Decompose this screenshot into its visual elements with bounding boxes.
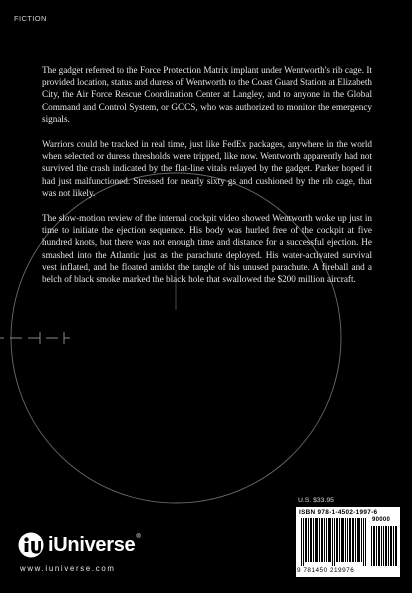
ean-digits: 9 781450 219976 xyxy=(297,567,355,574)
ean-barcode-bars xyxy=(299,518,369,566)
genre-label: FICTION xyxy=(14,14,47,23)
addon-barcode-bars xyxy=(371,526,397,566)
blurb-paragraph-1: The gadget referred to the Force Protection Matrix implant under Wentworth's rib cage. It provided location, status and duress of Wentworth to the Coast Guard Station at Elizabeth City, the Air Force Rescue Coordination Center at Langley, and to anyone in the Global Command and Control System, or GCCS, who was authorized to monitor the emergency signals. xyxy=(42,65,372,124)
publisher-name: iUniverse xyxy=(48,533,136,556)
isbn-barcode xyxy=(296,507,400,577)
registered-mark: ® xyxy=(136,534,141,540)
publisher-logo xyxy=(18,530,141,560)
price-label: U.S. $33.95 xyxy=(298,497,334,504)
blurb-paragraph-3: The slow-motion review of the internal cockpit video showed Wentworth woke up just in time to initiate the ejection sequence. His body was hurled free of the cockpit at five hundred knots, but there was not enough time and distance for a successful ejection. He smashed into the Atlantic just as the parachute deployed. His water-activated survival vest inflated, and he floated amidst the tangle of his unused parachute. A fireball and a belch of black smoke marked the black hole that swallowed the $200 million aircraft. xyxy=(42,213,372,285)
back-cover-blurb xyxy=(42,64,372,298)
isbn-addon-code: 90000 xyxy=(372,517,391,523)
blurb-paragraph-2: Warriors could be tracked in real time, just like FedEx packages, anywhere in the world when selected or duress thresholds were tripped, like now. Wentworth apparently had not survived the crash indicated by the flat-line vitals relayed by the gadget. Parker hoped it had just malfunctioned. Stressed for nearly sixty gs and cushioned by the rib cage, that was not likely. xyxy=(42,139,372,198)
isbn-text: ISBN 978-1-4502-1997-6 xyxy=(299,509,378,516)
publisher-url[interactable]: www.iuniverse.com xyxy=(20,564,116,573)
iuniverse-logo-icon xyxy=(18,532,44,558)
